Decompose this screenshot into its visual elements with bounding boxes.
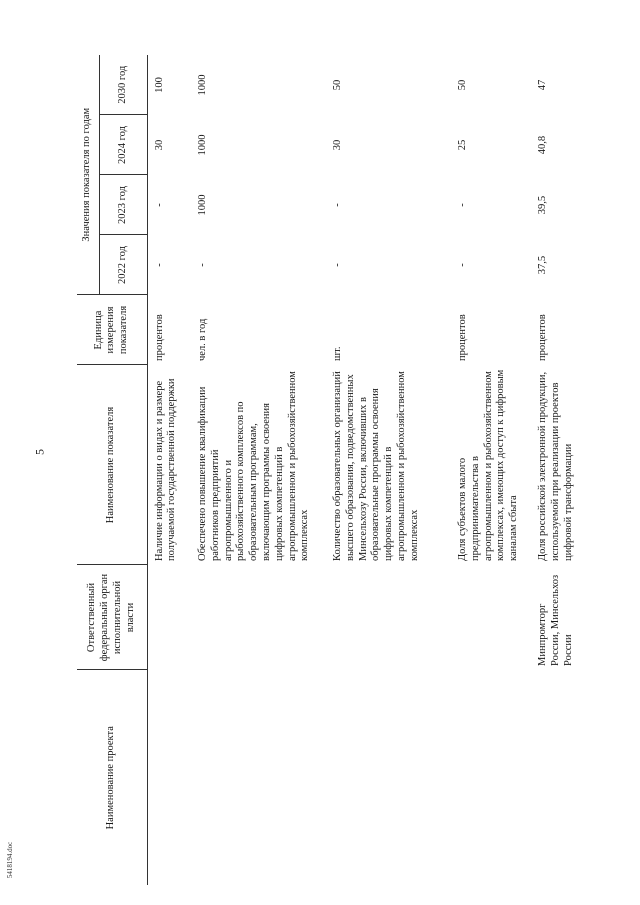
header-year-2030: 2030 год	[99, 55, 147, 115]
indicator-cell: Количество образовательных организаций высшего образования, подведомственных Минсельхозу России, включивших в образовательные программы освоения цифровых компетенций в агропромышленном и рыбохозяйственном комплексах	[332, 371, 420, 561]
value-2030: 1000	[197, 74, 208, 96]
page-number: 5	[32, 449, 47, 455]
table-row	[147, 55, 191, 885]
project-cell	[191, 670, 326, 885]
unit-cell: процентов	[457, 314, 468, 361]
indicator-cell: Доля субъектов малого предпринимательства в агропромышленном и рыбохозяйственном комплексах, имеющих доступ к цифровым каналам сбыта	[457, 369, 520, 561]
value-2022: -	[153, 263, 165, 267]
value-2030: 47	[536, 79, 548, 91]
table-row	[451, 55, 531, 885]
indicator-table-rotated	[77, 55, 617, 885]
value-2030: 100	[153, 77, 165, 93]
value-2023: -	[457, 203, 468, 207]
value-2024: 40,8	[536, 135, 548, 155]
document-id: 5418194.doc	[6, 841, 14, 879]
header-responsible: Ответственный федеральный орган исполнительной власти	[77, 565, 147, 670]
header-project-name: Наименование проекта	[77, 670, 147, 885]
header-year-2024: 2024 год	[99, 115, 147, 175]
value-2023: -	[153, 203, 165, 207]
responsible-cell	[326, 565, 451, 670]
table-row	[326, 55, 451, 885]
project-cell	[451, 670, 531, 885]
value-2023: 1000	[197, 194, 208, 216]
value-2023: 39,5	[536, 195, 548, 215]
unit-cell: чел. в год	[197, 318, 208, 361]
value-2024: 30	[153, 139, 165, 151]
value-2024: 25	[457, 139, 468, 151]
responsible-cell	[451, 565, 531, 670]
value-2022: -	[457, 263, 468, 267]
unit-cell: процентов	[536, 314, 548, 361]
value-2030: 50	[457, 79, 468, 91]
header-indicator: Наименование показателя	[77, 365, 147, 565]
indicator-table	[77, 55, 591, 885]
project-cell	[326, 670, 451, 885]
value-2030: 50	[332, 79, 343, 91]
indicator-cell: Обеспечено повышение квалификации работников предприятий агропромышленного и рыбохозяйственного комплексов по образовательным программам, включающим программы освоения цифровых компетенций в агропромышленном и рыбохозяйственном комплексах	[197, 371, 311, 561]
value-2022: -	[197, 263, 208, 267]
value-2023: -	[332, 203, 343, 207]
value-2022: 37,5	[536, 255, 548, 275]
project-cell	[147, 670, 191, 885]
value-2022: -	[332, 263, 343, 267]
header-year-2022: 2022 год	[99, 235, 147, 295]
responsible-cell: Минпромторг России, Минсельхоз России	[536, 574, 574, 666]
value-2024: 1000	[197, 134, 208, 156]
responsible-cell	[191, 565, 326, 670]
table-row	[191, 55, 326, 885]
header-unit: Единица измерения показателя	[77, 295, 147, 365]
table-row	[531, 55, 591, 885]
indicator-cell: Наличие информации о видах и размере получаемой государственной поддержки	[153, 378, 178, 561]
header-year-2023: 2023 год	[99, 175, 147, 235]
unit-cell: шт.	[332, 346, 343, 361]
project-cell	[531, 670, 591, 885]
header-values-group: Значения показателя по годам	[77, 55, 99, 295]
indicator-cell: Доля российской электронной продукции, используемой при реализации проектов цифровой трансформации	[536, 371, 574, 561]
value-2024: 30	[332, 139, 343, 151]
responsible-cell	[147, 565, 191, 670]
unit-cell: процентов	[153, 314, 165, 361]
